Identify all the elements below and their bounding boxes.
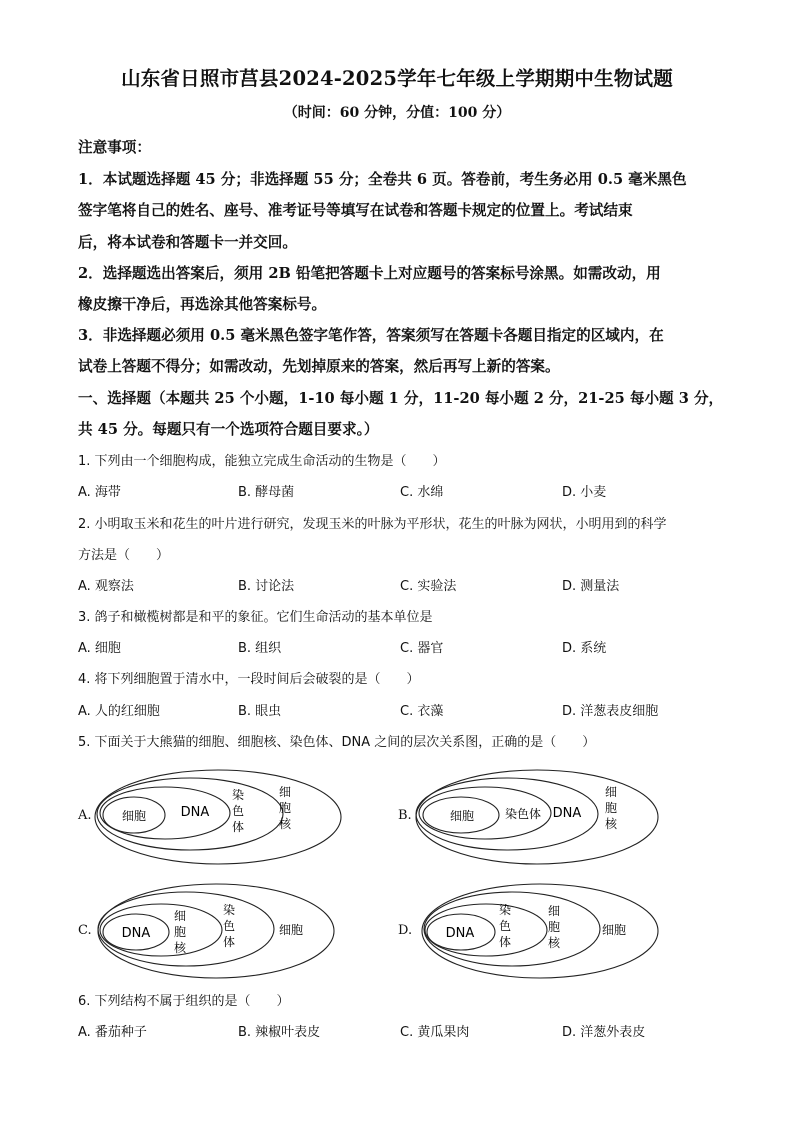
label-chromosome: 染 [231, 788, 245, 802]
question-stem: 6. 下列结构不属于组织的是（ ） [78, 994, 290, 1009]
label-nucleus: 胞 [604, 801, 618, 815]
label-nucleus: 胞 [278, 801, 292, 815]
option-a: A. 观察法 [78, 579, 134, 594]
option-a: A. 细胞 [78, 641, 121, 656]
option-b: B. 讨论法 [238, 579, 295, 594]
diagram-option-d [418, 878, 666, 984]
label-nucleus: 核 [604, 817, 618, 831]
option-d-letter: D. [398, 923, 413, 938]
label-nucleus: 核 [173, 941, 187, 955]
diagram-option-a [92, 764, 347, 870]
option-d: D. 洋葱外表皮 [562, 1025, 646, 1040]
question-stem: 方法是（ ） [78, 548, 170, 563]
label-nucleus: 细 [173, 909, 187, 923]
label-dna: DNA [180, 805, 210, 820]
option-a: A. 番茄种子 [78, 1025, 147, 1040]
page-title: 山东省日照市莒县2024-2025学年七年级上学期期中生物试题 [121, 67, 673, 90]
label-dna: DNA [121, 926, 151, 941]
label-chromosome: 色 [498, 919, 512, 933]
label-nucleus: 胞 [547, 920, 561, 934]
diagram-option-b [413, 764, 665, 870]
option-d: D. 测量法 [562, 579, 620, 594]
diagram-option-c [94, 878, 342, 984]
label-chromosome: 体 [498, 935, 512, 949]
label-chromosome: 色 [231, 804, 245, 818]
notes-line: 签字笔将自己的姓名、座号、准考证号等填写在试卷和答题卡规定的位置上。考试结束 [78, 202, 633, 219]
option-b: B. 辣椒叶表皮 [238, 1025, 321, 1040]
notes-line: 1．本试题选择题 45 分；非选择题 55 分；全卷共 6 页。答卷前，考生务必用 0.5 毫米黑色 [78, 171, 687, 188]
option-a-letter: A. [78, 808, 92, 823]
notes-line: 3．非选择题必须用 0.5 毫米黑色签字笔作答，答案须写在答题卡各题目指定的区域内，在 [78, 327, 664, 344]
label-chromosome: 色 [222, 919, 236, 933]
label-nucleus: 核 [547, 936, 561, 950]
option-a: A. 海带 [78, 485, 121, 500]
label-nucleus: 胞 [173, 925, 187, 939]
label-cell: 细胞 [601, 923, 627, 937]
label-nucleus: 核 [278, 817, 292, 831]
label-nucleus: 细 [604, 785, 618, 799]
question-stem: 3. 鸽子和橄榄树都是和平的象征。它们生命活动的基本单位是 [78, 610, 433, 625]
label-chromosome: 染色体 [504, 807, 542, 821]
label-nucleus: 细 [278, 785, 292, 799]
label-dna: DNA [552, 806, 582, 821]
option-b: B. 眼虫 [238, 704, 282, 719]
option-b-letter: B. [398, 808, 412, 823]
notes-line: 2．选择题选出答案后，须用 2B 铅笔把答题卡上对应题号的答案标号涂黑。如需改动，用 [78, 265, 661, 282]
question-stem: 1. 下列由一个细胞构成，能独立完成生命活动的生物是（ ） [78, 454, 446, 469]
option-c: C. 水绵 [400, 485, 444, 500]
label-cell: 细胞 [121, 809, 147, 823]
option-c: C. 实验法 [400, 579, 457, 594]
label-cell: 细胞 [449, 809, 475, 823]
notes-line: 试卷上答题不得分；如需改动，先划掉原来的答案，然后再写上新的答案。 [78, 358, 560, 375]
option-b: B. 酵母菌 [238, 485, 295, 500]
option-c: C. 器官 [400, 641, 444, 656]
question-stem: 2. 小明取玉米和花生的叶片进行研究，发现玉米的叶脉为平形状，花生的叶脉为网状，小明用到的科学 [78, 517, 667, 532]
question-stem: 4. 将下列细胞置于清水中，一段时间后会破裂的是（ ） [78, 672, 420, 687]
label-dna: DNA [445, 926, 475, 941]
option-d: D. 洋葱表皮细胞 [562, 704, 659, 719]
section-heading: 一、选择题（本题共 25 个小题，1-10 每小题 1 分，11-20 每小题 2 分，21-25 每小题 3 分， [78, 390, 724, 407]
label-cell: 细胞 [278, 923, 304, 937]
option-c: C. 黄瓜果肉 [400, 1025, 470, 1040]
section-heading: 共 45 分。每题只有一个选项符合题目要求。） [78, 421, 379, 438]
notes-line: 后，将本试卷和答题卡一并交回。 [78, 234, 297, 251]
option-d: D. 小麦 [562, 485, 607, 500]
notes-line: 橡皮擦干净后，再选涂其他答案标号。 [78, 296, 327, 313]
option-c-letter: C. [78, 923, 92, 938]
exam-time-score: （时间：60 分钟，分值：100 分） [283, 105, 511, 121]
option-c: C. 衣藻 [400, 704, 444, 719]
notes-heading: 注意事项： [78, 139, 151, 156]
question-stem: 5. 下面关于大熊猫的细胞、细胞核、染色体、DNA 之间的层次关系图，正确的是（ ） [78, 735, 596, 750]
label-nucleus: 细 [547, 904, 561, 918]
option-a: A. 人的红细胞 [78, 704, 160, 719]
label-chromosome: 染 [222, 903, 236, 917]
label-chromosome: 体 [222, 935, 236, 949]
option-b: B. 组织 [238, 641, 282, 656]
label-chromosome: 体 [231, 820, 245, 834]
label-chromosome: 染 [498, 903, 512, 917]
option-d: D. 系统 [562, 641, 607, 656]
